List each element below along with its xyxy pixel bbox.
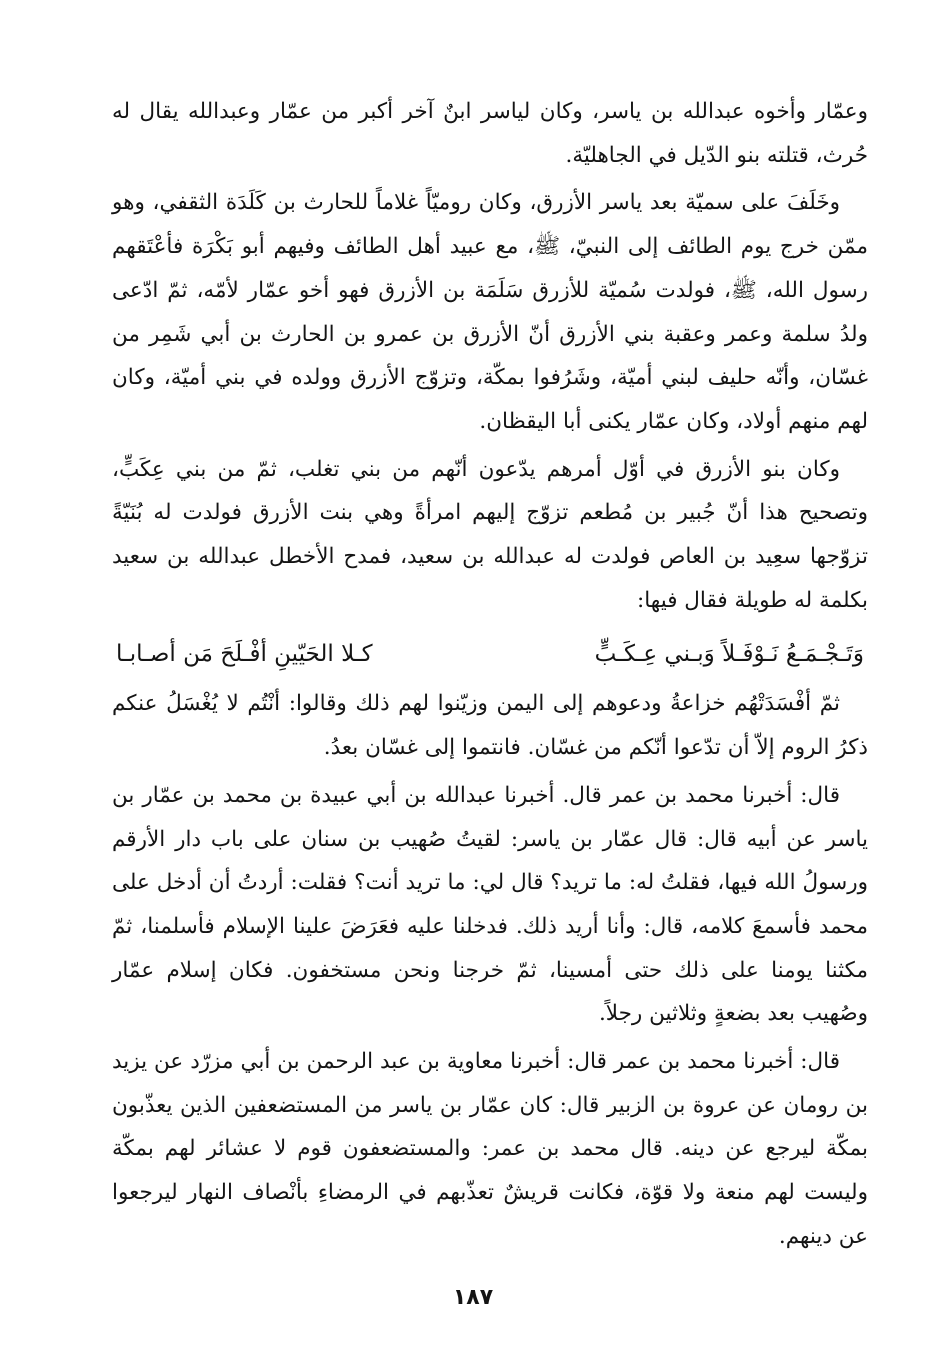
verse-second-hemistich: كـلا الحَيّينِ أفْـلَحَ مَن أصـابـا bbox=[116, 641, 373, 668]
paragraph-5: قال: أخبرنا محمد بن عمر قال. أخبرنا عبدالله بن أبي عبيدة بن محمد بن عمّار بن ياسر عن أبيه قال: قال عمّار بن ياسر: لقيتُ صُهيب بن سنان على باب دار الأرقم ورسولُ الله فيها، فقلتُ له: ما تريد؟ قال لي: ما تريد أنت؟ فقلت: أردتُ أن أدخل على محمد فأسمعَ كلامه، قال: وأنا أريد ذلك. فدخلنا عليه فعَرَضَ علينا الإسلام فأسلمنا، ثمّ مكثنا يومنا على ذلك حتى أمسينا، ثمّ خرجنا ونحن مستخفون. فكان إسلام عمّار وصُهيب بعد بضعةٍ وثلاثين رجلاً. bbox=[112, 782, 868, 1027]
page-number: ١٨٧ bbox=[452, 1285, 494, 1310]
verse-first-hemistich: وَتَـجْـمَـعُ نَـوْفَـلاً وَبـني عِـكَـبٍّ bbox=[594, 641, 864, 668]
paragraph-1: وعمّار وأخوه عبدالله بن ياسر، وكان لياسر ابنٌ آخر أكبر من عمّار وعبدالله يقال له حُرث، قتلته بنو الدّيل في الجاهليّة. bbox=[112, 99, 868, 168]
page-body bbox=[112, 90, 868, 1263]
paragraph-2: وخَلَفَ على سميّة بعد ياسر الأزرق، وكان روميّاً غلاماً للحارث بن كَلَدَة الثقفي، وهو ممّن خرج يوم الطائف إلى النبيّ، ﷺ، مع عبيد أهل الطائف وفيهم أبو بَكْرَة فأعْتَقهم رسول الله، ﷺ، فولدت سُميّة للأزرق سَلَمَة بن الأزرق فهو أخو عمّار لأمّه، ثمّ ادّعى ولدُ سلمة وعمر وعقبة بني الأزرق أنّ الأزرق بن عمرو بن الحارث بن أبي شَمِر من غسّان، وأنّه حليف لبني أميّة، وشَرُفوا بمكّة، وتزوّج الأزرق وولده في بني أميّة، وكان لهم منهم أولاد، وكان عمّار يكنى أبا اليقظان. bbox=[112, 190, 868, 434]
poetry-verse bbox=[112, 632, 868, 676]
paragraph-3: وكان بنو الأزرق في أوّل أمرهم يدّعون أنّهم من بني تغلب، ثمّ من بني عِكَبٍّ، وتصحيح هذا أنّ جُبير بن مُطعم تزوّج إليهم امرأةً وهي بنت الأزرق فولدت له بُنَيّةً تزوّجها سعِيد بن العاص فولدت له عبدالله بن سعيد، فمدح الأخطل عبدالله بن سعيد بكلمة له طويلة فقال فيها: bbox=[112, 456, 868, 613]
paragraph-6: قال: أخبرنا محمد بن عمر قال: أخبرنا معاوية بن عبد الرحمن بن أبي مزرّد عن يزيد بن رومان عن عروة بن الزبير قال: كان عمّار بن ياسر من المستضعفين الذين يعذّبون بمكّة ليرجع عن دينه. قال محمد بن عمر: والمستضعفون قوم لا عشائر لهم بمكّة وليست لهم منعة ولا قوّة، فكانت قريشٌ تعذّبهم في الرمضاءِ بأنْصاف النهار ليرجعوا عن دينهم. bbox=[112, 1049, 868, 1249]
paragraph-4: ثمّ أفْسَدَتْهُم خزاعةُ ودعوهم إلى اليمن وزيّنوا لهم ذلك وقالوا: أنْتُم لا يُغْسَلُ عنكم ذكرُ الروم إلاّ أن تدّعوا أنّكم من غسّان. فانتموا إلى غسّان بعدُ. bbox=[112, 691, 868, 761]
